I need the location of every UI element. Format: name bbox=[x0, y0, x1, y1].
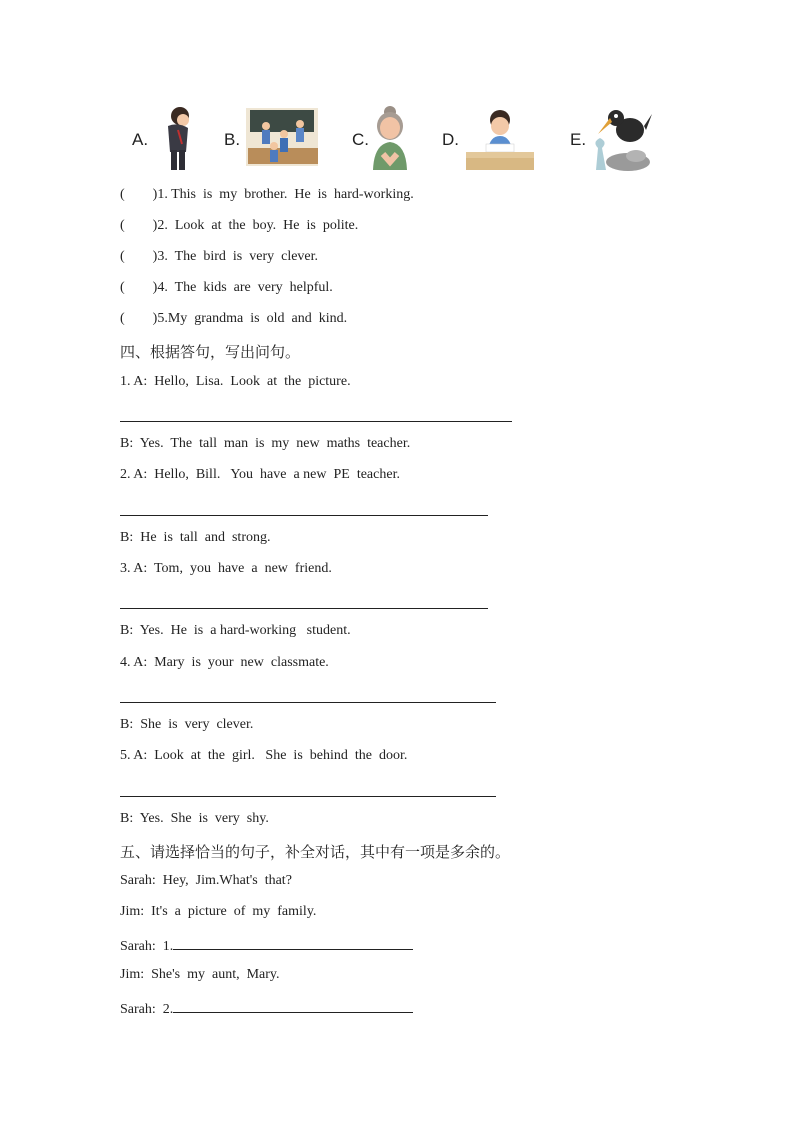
dialogue-blank-1[interactable] bbox=[173, 935, 413, 950]
boy-writing-at-desk-icon bbox=[464, 104, 536, 172]
q1-a: 1. A: Hello, Lisa. Look at the picture. bbox=[120, 374, 351, 389]
matching-item-3: ( )3. The bird is very clever. bbox=[120, 249, 319, 264]
q2-answer-line[interactable] bbox=[120, 515, 488, 516]
q4-a: 4. A: Mary is your new classmate. bbox=[120, 655, 329, 670]
matching-item-5: ( )5.My grandma is old and kind. bbox=[120, 311, 348, 326]
picture-label-e: E. bbox=[570, 130, 587, 149]
dialogue-blank-2[interactable] bbox=[173, 998, 413, 1013]
dialogue-line-3 bbox=[120, 935, 413, 955]
q2-b: B: He is tall and strong. bbox=[120, 530, 271, 545]
bowing-man-icon bbox=[158, 104, 198, 174]
dialogue-line-5-text: Sarah: 2. bbox=[120, 1002, 174, 1017]
q1-b: B: Yes. The tall man is my new maths teacher. bbox=[120, 436, 411, 451]
dialogue-line-4: Jim: She's my aunt, Mary. bbox=[120, 967, 280, 982]
matching-item-2: ( )2. Look at the boy. He is polite. bbox=[120, 218, 359, 233]
q5-answer-line[interactable] bbox=[120, 796, 496, 797]
matching-item-1: ( )1. This is my brother. He is hard-working. bbox=[120, 187, 414, 202]
picture-label-a: A. bbox=[132, 130, 149, 149]
q2-a: 2. A: Hello, Bill. You have a new PE teacher. bbox=[120, 467, 400, 482]
q4-b: B: She is very clever. bbox=[120, 717, 254, 732]
q1-answer-line[interactable] bbox=[120, 421, 512, 422]
q3-b: B: Yes. He is a hard-working student. bbox=[120, 623, 351, 638]
q5-a: 5. A: Look at the girl. She is behind the door. bbox=[120, 748, 408, 763]
q3-answer-line[interactable] bbox=[120, 608, 488, 609]
picture-label-b: B. bbox=[224, 130, 241, 149]
matching-item-4: ( )4. The kids are very helpful. bbox=[120, 280, 333, 295]
q4-answer-line[interactable] bbox=[120, 702, 496, 703]
dialogue-line-2: Jim: It's a picture of my family. bbox=[120, 904, 317, 919]
q5-b: B: Yes. She is very shy. bbox=[120, 811, 269, 826]
picture-label-c: C. bbox=[352, 130, 369, 149]
dialogue-line-5 bbox=[120, 998, 413, 1018]
grandma-icon bbox=[370, 104, 410, 170]
q3-a: 3. A: Tom, you have a new friend. bbox=[120, 561, 332, 576]
section4-heading: 四、根据答句，写出问句。 bbox=[120, 343, 301, 361]
crow-and-pitcher-icon bbox=[588, 104, 654, 172]
dialogue-line-1: Sarah: Hey, Jim.What's that? bbox=[120, 873, 292, 888]
dialogue-line-3-text: Sarah: 1. bbox=[120, 939, 174, 954]
picture-row bbox=[128, 104, 668, 174]
section5-heading: 五、请选择恰当的句子，补全对话，其中有一项是多余的。 bbox=[120, 843, 511, 861]
picture-label-d: D. bbox=[442, 130, 459, 149]
kids-cleaning-classroom-icon bbox=[244, 104, 320, 170]
